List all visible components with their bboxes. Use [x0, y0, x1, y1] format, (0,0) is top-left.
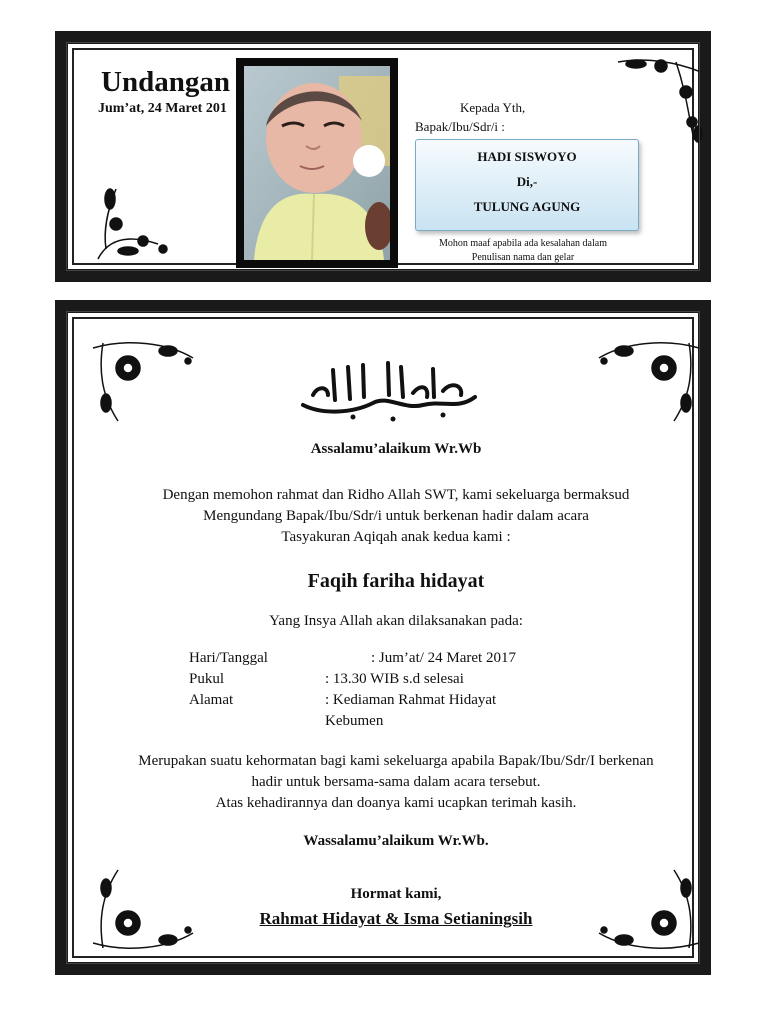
opening-greeting: Assalamu’alaikum Wr.Wb: [310, 441, 482, 457]
apology-note: [418, 237, 628, 265]
detail-value: : 13.30 WIB s.d selesai: [325, 671, 464, 687]
child-name: Faqih fariha hidayat: [307, 570, 485, 592]
recipient-di: Di,-: [516, 174, 538, 189]
apology-note-line: Mohon maaf apabila ada kesalahan dalam: [439, 238, 607, 249]
recipient-name: HADI SISWOYO: [477, 149, 577, 164]
apology-note-line: Penulisan nama dan gelar: [471, 252, 575, 263]
invitation-paragraph: [76, 485, 716, 548]
closing-line: Merupakan suatu kehormatan bagi kami sekeluarga apabila Bapak/Ibu/Sdr/I berkenan: [138, 753, 654, 769]
floral-ornament-right-icon: [616, 52, 708, 144]
invitation-cover-card: [55, 31, 711, 282]
invitation-line: Mengundang Bapak/Ibu/Sdr/i untuk berkenan hadir dalam acara: [203, 508, 589, 524]
baby-photo: [236, 58, 398, 268]
signer-names: Rahmat Hidayat & Isma Setianingsih: [259, 909, 533, 928]
floral-ornament-left-icon: [88, 179, 183, 264]
recipient-place: TULUNG AGUNG: [473, 199, 581, 214]
detail-label: Pukul: [189, 671, 225, 687]
invitation-line: Tasyakuran Aqiqah anak kedua kami :: [281, 529, 511, 545]
invitation-title: Undangan: [101, 66, 230, 98]
detail-value: : Kediaman Rahmat Hidayat: [325, 692, 497, 708]
closing-line: hadir untuk bersama-sama dalam acara tersebut.: [251, 774, 541, 790]
closing-paragraph: [68, 751, 724, 814]
closing-line: Atas kehadirannya dan doanya kami ucapkan terimah kasih.: [215, 795, 577, 811]
invitation-line: Dengan memohon rahmat dan Ridho Allah SWT, kami sekeluarga bermaksud: [162, 487, 630, 503]
baby-portrait-image: [244, 66, 390, 260]
closing-greeting: Wassalamu’alaikum Wr.Wb.: [303, 833, 489, 849]
bismillah-calligraphy-icon: [293, 355, 483, 427]
floral-corner-top-left-icon: [88, 333, 198, 423]
invitation-date: Jum’at, 24 Maret 201: [98, 101, 227, 116]
detail-value: : Jum’at/ 24 Maret 2017: [371, 650, 516, 666]
invitation-body-card: [55, 300, 711, 975]
detail-label: Alamat: [189, 692, 234, 708]
detail-value: Kebumen: [325, 713, 384, 729]
regards-label: Hormat kami,: [350, 886, 442, 902]
schedule-intro: Yang Insya Allah akan dilaksanakan pada:: [269, 613, 523, 629]
recipient-salutation: Bapak/Ibu/Sdr/i :: [415, 119, 505, 134]
detail-label: Hari/Tanggal: [189, 650, 268, 666]
recipient-address-box: [415, 139, 639, 231]
floral-corner-top-right-icon: [594, 333, 704, 423]
recipient-label: Kepada Yth,: [460, 100, 526, 115]
